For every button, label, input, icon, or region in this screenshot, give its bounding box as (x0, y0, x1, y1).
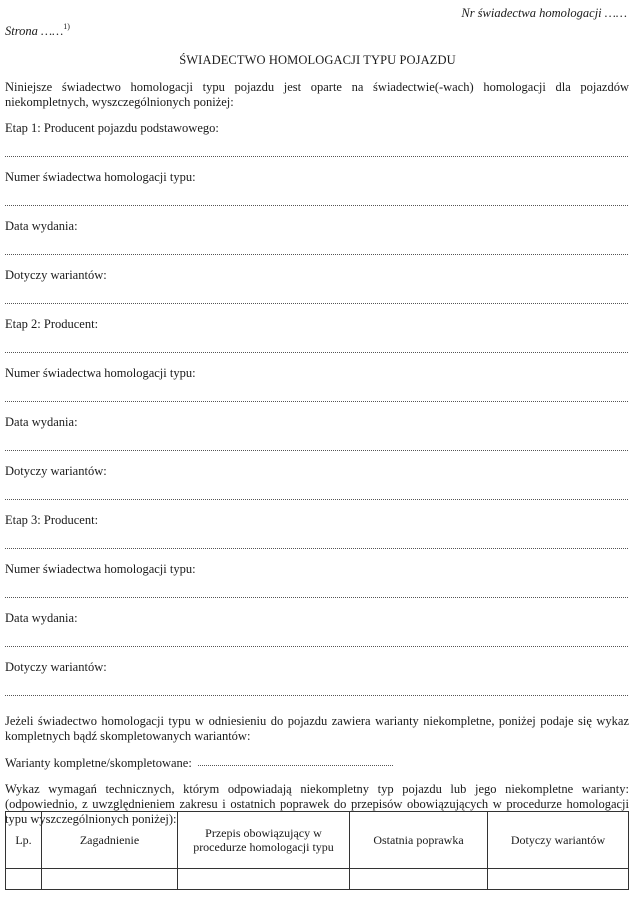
table-cell (488, 869, 629, 890)
requirements-note: Wykaz wymagań technicznych, którym odpowiadają niekompletny typ pojazdu lub jego niekompletne warianty: (odpowiednio, z uwzględnieniem zakresu i ostatnich poprawek do przepisów obowiązujących w procedurze homologacji typu wyszczególnionych poniżej): (5, 782, 629, 826)
document-title: ŚWIADECTWO HOMOLOGACJI TYPU POJAZDU (179, 53, 456, 67)
column-header-topic: Zagadnienie (42, 812, 178, 869)
table-cell (350, 869, 488, 890)
stage-2-variants-line (5, 499, 628, 500)
stage-3-issue-date-line (5, 646, 628, 647)
table-header-row (6, 812, 629, 869)
stage-2-producer-label: Etap 2: Producent: (5, 317, 99, 331)
complete-variants-label: Warianty kompletne/skompletowane: (5, 756, 192, 770)
stage-3-cert-number-line (5, 597, 628, 598)
incomplete-variants-note: Jeżeli świadectwo homologacji typu w odniesieniu do pojazdu zawiera warianty niekompletne, poniżej podaje się wykaz kompletnych bądź skompletowanych wariantów: (5, 714, 629, 743)
stage-3-variants-label: Dotyczy wariantów: (5, 660, 107, 674)
column-header-variants: Dotyczy wariantów (488, 812, 629, 869)
stage-1-issue-date-line (5, 254, 628, 255)
stage-3-variants-line (5, 695, 628, 696)
stage-1-cert-number-line (5, 205, 628, 206)
requirements-table (5, 811, 629, 890)
stage-1-producer-label: Etap 1: Producent pojazdu podstawowego: (5, 121, 219, 135)
stage-2-issue-date-label: Data wydania: (5, 415, 78, 429)
stage-3-producer-line (5, 548, 628, 549)
certificate-number-field: Nr świadectwa homologacji …… (461, 6, 627, 20)
stage-2-variants-label: Dotyczy wariantów: (5, 464, 107, 478)
complete-variants-line (198, 765, 393, 766)
intro-paragraph: Niniejsze świadectwo homologacji typu pojazdu jest oparte na świadectwie(-wach) homologacji dla pojazdów niekompletnych, wyszczególnionych poniżej: (5, 80, 629, 109)
footnote-marker: 1) (63, 22, 70, 31)
column-header-lp: Lp. (6, 812, 42, 869)
table-cell (178, 869, 350, 890)
column-header-regulation: Przepis obowiązujący w procedurze homologacji typu (178, 812, 350, 869)
complete-variants-field (5, 756, 405, 772)
table-cell (42, 869, 178, 890)
stage-2-cert-number-label: Numer świadectwa homologacji typu: (5, 366, 196, 380)
table-cell (6, 869, 42, 890)
page-number-label: Strona …… (5, 24, 64, 38)
stage-1-cert-number-label: Numer świadectwa homologacji typu: (5, 170, 196, 184)
table-row (6, 869, 629, 890)
stage-2-cert-number-line (5, 401, 628, 402)
stage-1-producer-line (5, 156, 628, 157)
stage-3-producer-label: Etap 3: Producent: (5, 513, 99, 527)
column-header-last-amendment: Ostatnia poprawka (350, 812, 488, 869)
stage-1-variants-line (5, 303, 628, 304)
stage-1-variants-label: Dotyczy wariantów: (5, 268, 107, 282)
stage-3-cert-number-label: Numer świadectwa homologacji typu: (5, 562, 196, 576)
stage-3-issue-date-label: Data wydania: (5, 611, 78, 625)
stage-2-issue-date-line (5, 450, 628, 451)
page-number-field (5, 22, 70, 39)
stage-2-producer-line (5, 352, 628, 353)
stage-1-issue-date-label: Data wydania: (5, 219, 78, 233)
